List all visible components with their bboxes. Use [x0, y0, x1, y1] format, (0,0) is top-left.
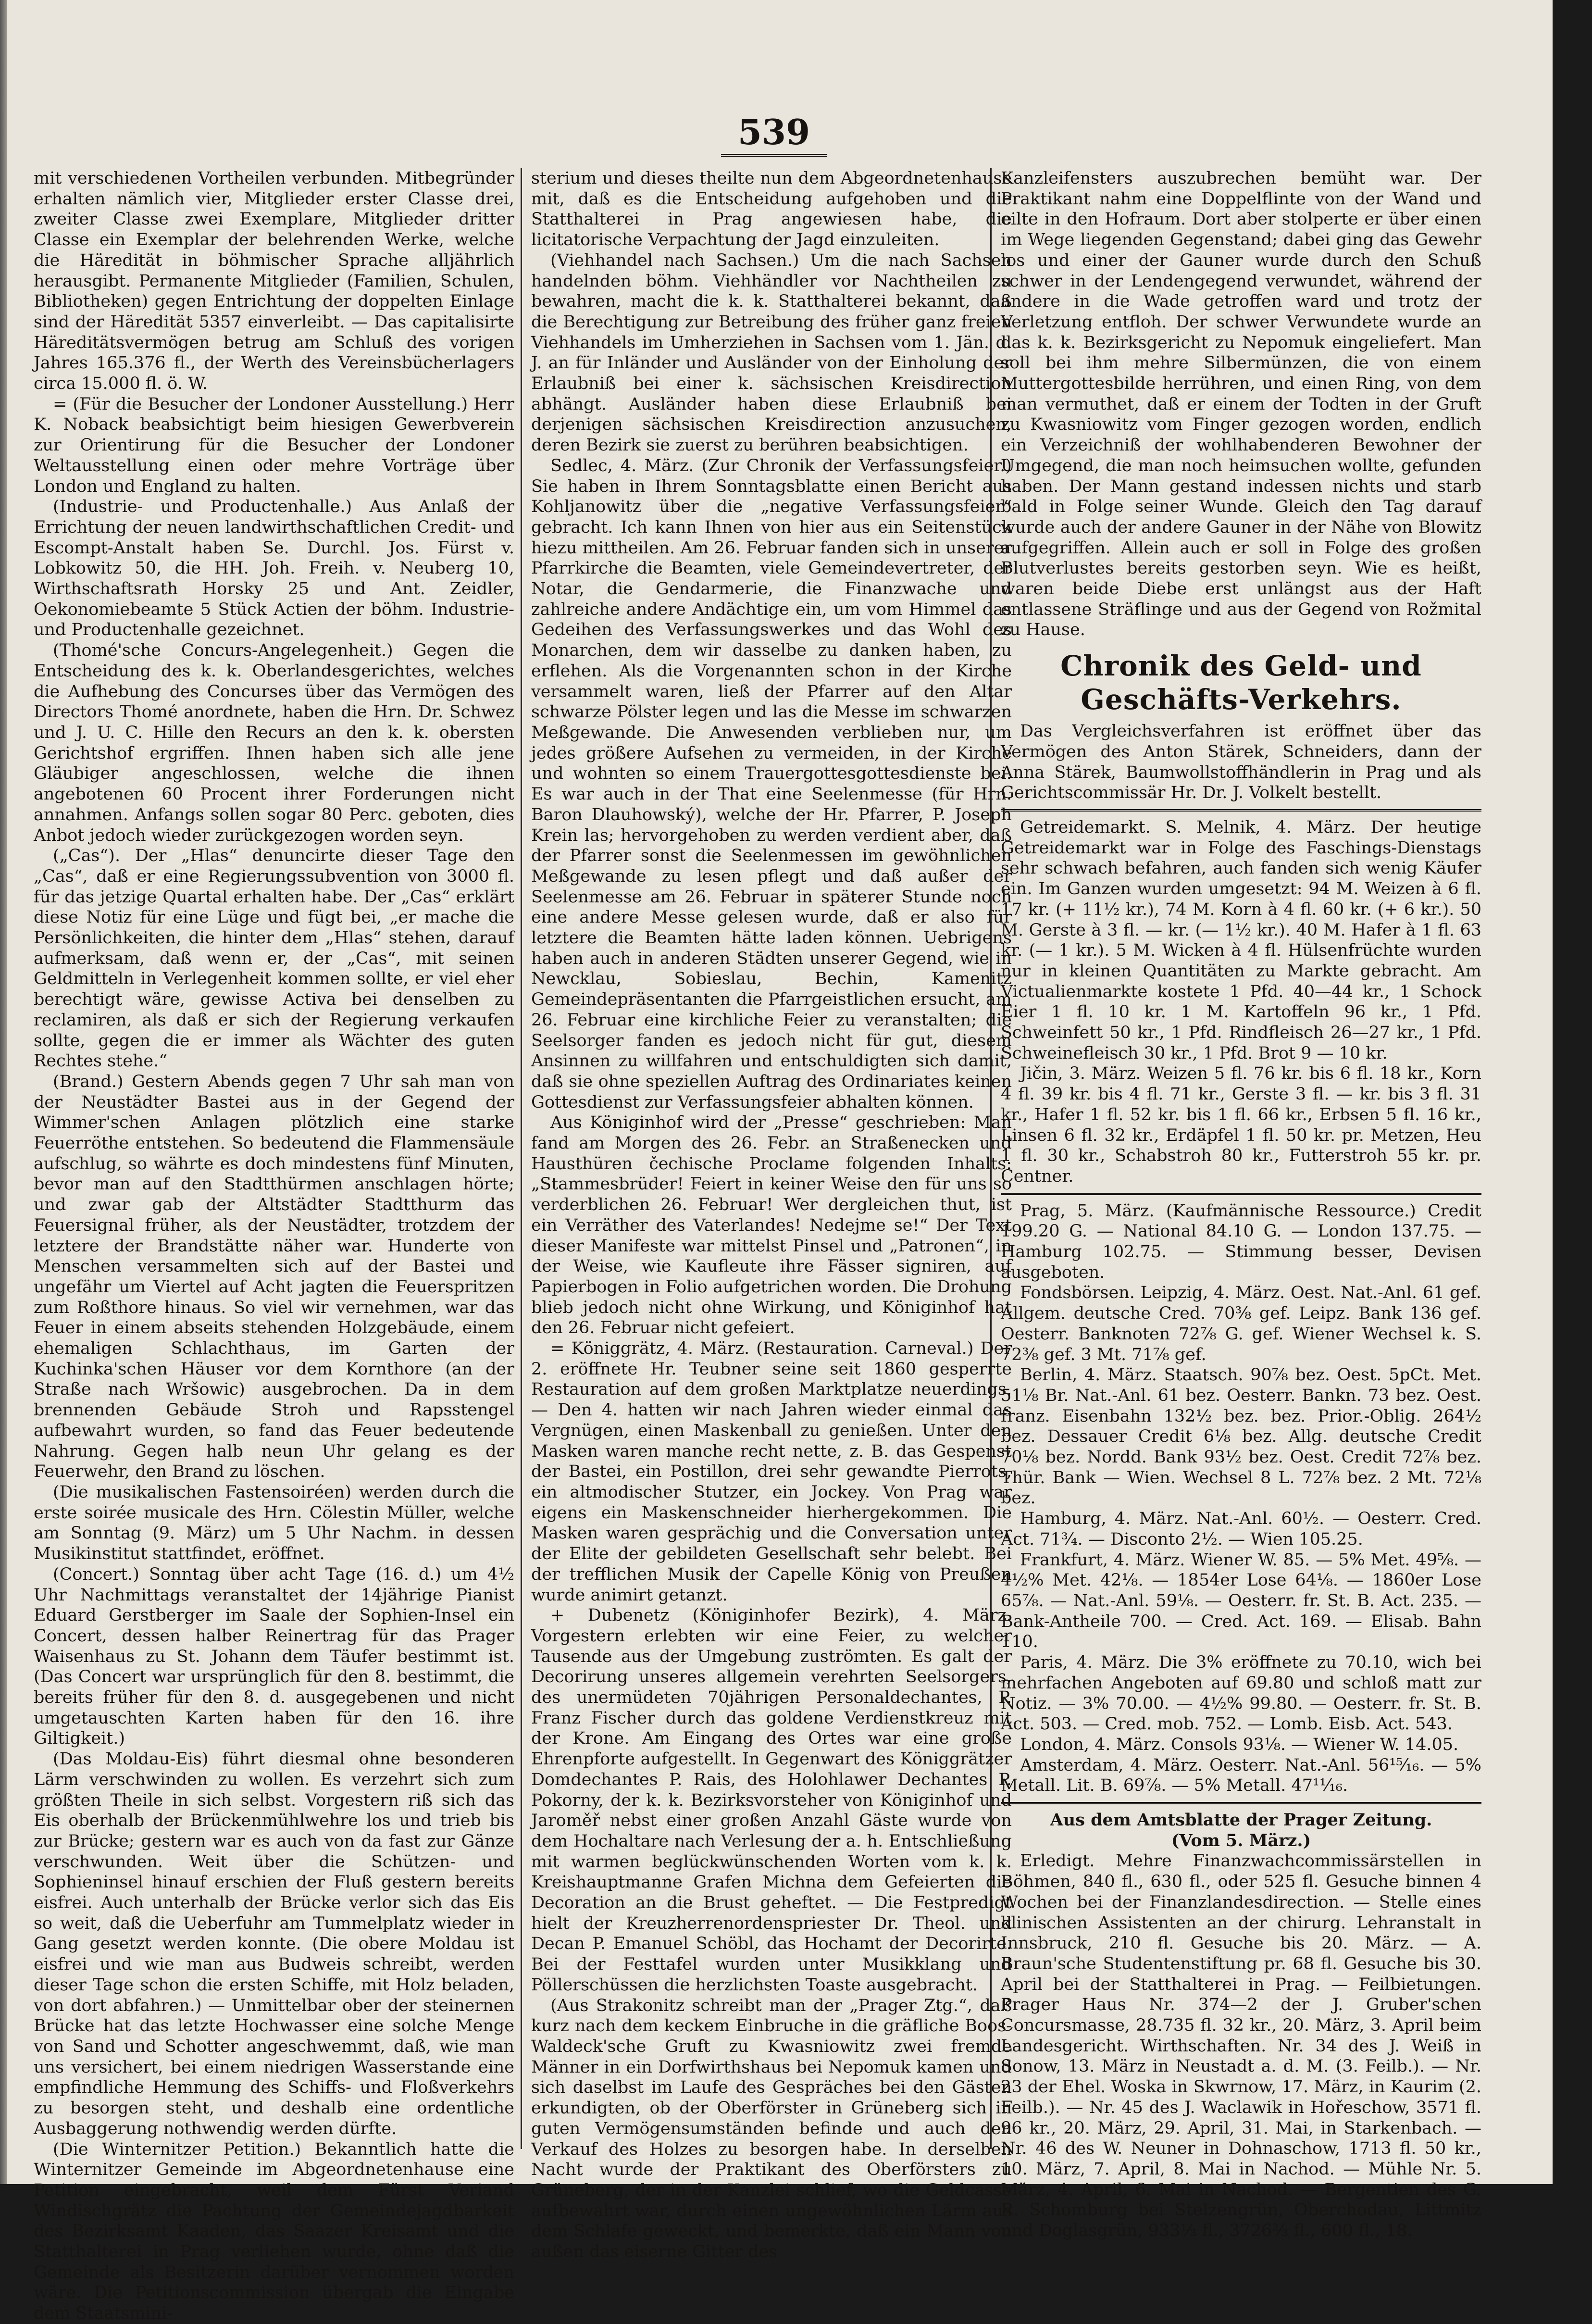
market-paragraph: Paris, 4. März. Die 3% eröffnete zu 70.10, wich bei mehrfachen Angeboten auf 69.80 und schloß matt zur Notiz. — 3% 70.00. — 4½% 99.80. — Oesterr. fr. St. B. Act. 503. — Cred. mob. 752. — Lomb. Eisb. Act. 543.	[1001, 1653, 1481, 1734]
market-paragraph: Jičin, 3. März. Weizen 5 fl. 76 kr. bis 6 fl. 18 kr., Korn 4 fl. 39 kr. bis 4 fl. 71 kr., Gerste 3 fl. — kr. bis 3 fl. 31 kr., Hafer 1 fl. 52 kr. bis 1 fl. 66 kr., Erbsen 5 fl. 16 kr., Linsen 6 fl. 32 kr., Erdäpfel 1 fl. 50 kr. pr. Metzen, Heu 1 fl. 30 kr., Schabstroh 80 kr., Futterstroh 55 kr. pr. Centner.	[1001, 1064, 1481, 1186]
article-paragraph: + Dubenetz (Königinhofer Bezirk), 4. März. Vorgestern erlebten wir eine Feier, zu welcher Tausende aus der Umgebung zuströmten. Es galt der Decorirung unseres allgemein verehrten Seelsorgers, des unermüdeten 70jährigen Personaldechantes, P. Franz Fischer durch das goldene Verdienstkreuz mit der Krone. Am Eingang des Ortes war eine große Ehrenpforte aufgestellt. In Gegenwart des Königgrätzer Domdechantes P. Rais, des Holohlawer Dechantes P. Pokorny, der k. k. Bezirksvorsteher von Königinhof und Jaroměř nebst einer großen Anzahl Gäste wurde von dem Hochaltare nach Verlesung der a. h. Entschließung mit warmen beglückwünschenden Worten vom k. k. Kreishauptmanne Grafen Michna dem Gefeierten die Decoration an die Brust geheftet. — Die Festpredigt hielt der Kreuzherrenordenspriester Dr. Theol. und Decan P. Emanuel Schöbl, das Hochamt der Decorirte. Bei der Festtafel wurden unter Musikklang und Pöllerschüssen die herzlichsten Toaste ausgebracht.	[531, 1606, 1012, 1995]
article-paragraph: (Die musikalischen Fastensoiréen) werden durch die erste soirée musicale des Hrn. Cölestin Müller, welche am Sonntag (9. März) um 5 Uhr Nachm. in dessen Musikinstitut stattfindet, eröffnet.	[34, 1483, 514, 1564]
article-paragraph: sterium und dieses theilte nun dem Abgeordnetenhause mit, daß es die Entscheidung aufgehoben und die Statthalterei in Prag angewiesen habe, die licitatorische Verpachtung der Jagd einzuleiten.	[531, 169, 1012, 250]
article-paragraph: Aus Königinhof wird der „Presse“ geschrieben: Man fand am Morgen des 26. Febr. an Straßenecken und Hausthüren čechische Proclame folgenden Inhalts: „Stammesbrüder! Feiert in keiner Weise den für uns so verderblichen 26. Februar! Wer dergleichen thut, ist ein Verräther des Vaterlandes! Nedejme se!“ Der Text dieser Manifeste war mittelst Pinsel und „Patronen“, in der Weise, wie Kaufleute ihre Fässer signiren, auf Papierbogen in Folio aufgetrichen worden. Die Drohung blieb jedoch nicht ohne Wirkung, und Königinhof hat den 26. Februar nicht gefeiert.	[531, 1113, 1012, 1338]
market-paragraph: Getreidemarkt. S. Melnik, 4. März. Der heutige Getreidemarkt war in Folge des Faschings-Dienstags sehr schwach befahren, auch fanden sich wenig Käufer ein. Im Ganzen wurden umgesetzt: 94 M. Weizen à 6 fl. 17 kr. (+ 11½ kr.), 74 M. Korn à 4 fl. 60 kr. (+ 6 kr.). 50 M. Gerste à 3 fl. — kr. (— 1½ kr.). 40 M. Hafer à 1 fl. 63 kr. (— 1 kr.). 5 M. Wicken à 4 fl. Hülsenfrüchte wurden nur in kleinen Quantitäten zu Markte gebracht. Am Victualienmarkte kostete 1 Pfd. 40—44 kr., 1 Schock Eier 1 fl. 10 kr. 1 M. Kartoffeln 96 kr., 1 Pfd. Schweinfett 50 kr., 1 Pfd. Rindfleisch 26—27 kr., 1 Pfd. Schweinefleisch 30 kr., 1 Pfd. Brot 9 — 10 kr.	[1001, 817, 1481, 1063]
column-1	[34, 168, 514, 2324]
article-paragraph: (Concert.) Sonntag über acht Tage (16. d.) um 4½ Uhr Nachmittags veranstaltet der 14jährige Pianist Eduard Gerstberger im Saale der Sophien-Insel ein Concert, dessen halber Reinertrag für das Prager Waisenhaus zu St. Johann dem Täufer bestimmt ist. (Das Concert war ursprünglich für den 8. bestimmt, die bereits früher für den 8. d. ausgegebenen und nicht umgetauschten Karten haben für den 16. ihre Giltigkeit.)	[34, 1564, 514, 1749]
market-paragraph: Fondsbörsen. Leipzig, 4. März. Oest. Nat.-Anl. 61 gef. Allgem. deutsche Cred. 70⅜ gef. Leipz. Bank 136 gef. Oesterr. Banknoten 72⅞ G. gef. Wiener Wechsel k. S. 72⅜ gef. 3 Mt. 71⅞ gef.	[1001, 1283, 1481, 1364]
market-paragraph: London, 4. März. Consols 93⅛. — Wiener W. 14.05.	[1020, 1735, 1459, 1754]
market-paragraph: Prag, 5. März. (Kaufmännische Ressource.) Credit 199.20 G. — National 84.10 G. — London 137.75. — Hamburg 102.75. — Stimmung besser, Devisen ausgeboten.	[1001, 1201, 1481, 1282]
market-paragraph: Das Vergleichsverfahren ist eröffnet über das Vermögen des Anton Stärek, Schneiders, dann der Anna Stärek, Baumwollstoffhändlerin in Prag und als Gerichtscommissär Hr. Dr. J. Volkelt bestellt.	[1001, 722, 1481, 803]
article-paragraph: (Industrie- und Productenhalle.) Aus Anlaß der Errichtung der neuen landwirthschaftlichen Credit- und Escompt-Anstalt haben Se. Durchl. Jos. Fürst v. Lobkowitz 50, die HH. Joh. Freih. v. Neuberg 10, Wirthschaftsrath Horsky 25 und Ant. Zeidler, Oekonomiebeamte 5 Stück Actien der böhm. Industrie- und Productenhalle gezeichnet.	[34, 497, 514, 640]
amtsblatt-text: Erledigt. Mehre Finanzwachcommissärstellen in Böhmen, 840 fl., 630 fl., oder 525 fl. Gesuche binnen 4 Wochen bei der Finanzlandesdirection. — Stelle eines klinischen Assistenten an der chirurg. Lehranstalt in Innsbruck, 210 fl. Gesuche bis 20. März. — A. Braun'sche Studentenstiftung pr. 68 fl. Gesuche bis 30. April bei der Statthalterei in Prag. — Feilbietungen. Prager Haus Nr. 374—2 der J. Gruber'schen Concursmasse, 28.735 fl. 32 kr., 20. März, 3. April beim Landesgericht. Wirthschaften. Nr. 34 des J. Weiß in Sonow, 13. März in Neustadt a. d. M. (3. Feilb.). — Nr. 23 der Ehel. Woska in Skwrnow, 17. März, in Kaurim (2. Feilb.). — Nr. 45 des J. Waclawik in Hořeschow, 3571 fl. 96 kr., 20. März, 29. April, 31. Mai, in Starkenbach. — Nr. 46 des W. Neuner in Dohnaschow, 1713 fl. 50 kr., 10. März, 7. April, 8. Mai in Nachod. — Mühle Nr. 5. März, 4. April, 6. Mai in Nachod. — Bergentien des G. R. Schomburg bei Stelzengrün, Oberchodau, Littmitz und Doglasgrün, 933⅓ fl., 3726⅔ fl., 600 fl., 18.	[1001, 1851, 1481, 2241]
section-divider	[1001, 809, 1481, 812]
page-binding-edge	[0, 0, 7, 2184]
column-2	[531, 168, 1012, 2262]
article-paragraph: Sedlec, 4. März. (Zur Chronik der Verfassungsfeier.) Sie haben in Ihrem Sonntagsblatte einen Bericht aus Kohljanowitz über die „negative Verfassungsfeier“ gebracht. Ich kann Ihnen von hier aus ein Seitenstück hiezu mittheilen. Am 26. Februar fanden sich in unserer Pfarrkirche die Beamten, viele Gemeindevertreter, der Notar, die Gendarmerie, die Finanzwache und zahlreiche andere Andächtige ein, um vom Himmel das Gedeihen des Verfassungswerkes und das Wohl des Monarchen, dem wir dasselbe zu danken haben, zu erflehen. Als die Vorgenannten schon in der Kirche versammelt waren, ließ der Pfarrer auf den Altar schwarze Pölster legen und las die Messe im schwarzen Meßgewande. Die Anwesenden verblieben nur, um jedes größere Aufsehen zu vermeiden, in der Kirche und wohnten so einem Trauergottesgottesdienste bei. Es war auch in der That eine Seelenmesse (für Hrn. Baron Dlauhowský), welche der Hr. Pfarrer, P. Joseph Krein las; hervorgehoben zu werden verdient aber, daß der Pfarrer sonst die Seelenmessen im gewöhnlichen Meßgewande zu lesen pflegt und daß außer der Seelenmesse am 26. Februar in späterer Stunde noch eine andere Messe gelesen wurde, daß er also für letztere die Beamten hätte laden können. Uebrigens haben auch in anderen Städten unserer Gegend, wie in Newcklau, Sobieslau, Bechin, Kamenitz Gemeindepräsentanten die Pfarrgeistlichen ersucht, am 26. Februar eine kirchliche Feier zu veranstalten; die Seelsorger fanden es jedoch nicht für gut, diesem Ansinnen zu willfahren und entschuldigten sich damit, daß sie ohne speziellen Auftrag des Ordinariates keinen Gottesdienst zur Verfassungsfeier abhalten können.	[531, 456, 1012, 1112]
article-paragraph: (Die Winternitzer Petition.) Bekanntlich hatte die Winternitzer Gemeinde im Abgeordnetenhause eine Petition eingebracht, weil dem Fürst Veriand Windischgrätz die Pachtung der Gemeindejagdbarkeit des Bezirksamt Kaaden, das Saazer Kreisamt und die Statthalterei in Prag verliehen wurde, ohne daß die Gemeinde als Besitzerin darüber vernommen worden wäre. Die Petitionscommission übergab die Eingabe dem Staatsmini-	[34, 2139, 514, 2324]
article-paragraph: = Königgrätz, 4. März. (Restauration. Carneval.) Der 2. eröffnete Hr. Teubner seine seit 1860 gesperrte Restauration auf dem großen Marktplatze neuerdings. — Den 4. hatten wir nach Jahren wieder einmal das Vergnügen, einen Maskenball zu genießen. Unter den Masken waren manche recht nette, z. B. das Gespenst der Bastei, ein Postillon, drei sehr gewandte Pierrots, ein altmodischer Stutzer, ein Jockey. Von Prag war eigens ein Maskenschneider hierhergekommen. Die Masken waren gesprächig und die Conversation unter der Elite der gebildeten Gesellschaft sehr belebt. Bei der trefflichen Musik der Capelle König von Preußen wurde animirt getanzt.	[531, 1339, 1012, 1605]
section-divider	[1001, 1193, 1481, 1195]
article-paragraph: (Viehhandel nach Sachsen.) Um die nach Sachsen handelnden böhm. Viehhändler vor Nachtheilen zu bewahren, macht die k. k. Statthalterei bekannt, daß die Berechtigung zur Betreibung des früher ganz freien Viehhandels im Umherziehen in Sachsen vom 1. Jän. d. J. an für Inländer und Ausländer von der Einholung der Erlaubniß bei einer k. sächsischen Kreisdirection abhängt. Ausländer haben diese Erlaubniß bei derjenigen sächsischen Kreisdirection anzusuchen, deren Bezirk sie zuerst zu berühren beabsichtigen.	[531, 250, 1012, 455]
page-number: 539	[721, 111, 827, 157]
article-paragraph: = (Für die Besucher der Londoner Ausstellung.) Herr K. Noback beabsichtigt beim hiesigen Gewerbverein zur Orientirung für die Besucher der Londoner Weltausstellung einen oder mehre Vorträge über London und England zu halten.	[34, 394, 514, 496]
section-heading-chronik: Chronik des Geld- und Geschäfts-Verkehrs.	[1060, 650, 1422, 716]
article-paragraph: (Brand.) Gestern Abends gegen 7 Uhr sah man von der Neustädter Bastei aus in der Gegend der Wimmer'schen Anlagen plötzlich eine starke Feuerröthe entstehen. So bedeutend die Flammensäule aufschlug, so währte es doch mindestens fünf Minuten, bevor man auf den Stadtthürmen anschlagen hörte; und zwar gab der Altstädter Stadtthurm das Feuersignal früher, als der Neustädter, trotzdem der letztere der Brandstätte näher war. Hunderte von Menschen versammelten sich auf der Bastei und ungefähr um Viertel auf Acht jagten die Feuerspritzen zum Roßthore hinaus. So viel wir vernehmen, war das Feuer in einem abseits stehenden Holzgebäude, einem ehemaligen Schlachthaus, im Garten der Kuchinka'schen Häuser vor dem Kornthore (an der Straße nach Wršowic) ausgebrochen. Da in dem brennenden Gebäude Stroh und Rapsstengel aufbewahrt wurden, so fand das Feuer bedeutende Nahrung. Gegen halb neun Uhr gelang es der Feuerwehr, den Brand zu löschen.	[34, 1072, 514, 1482]
market-paragraph: Amsterdam, 4. März. Oesterr. Nat.-Anl. 56¹⁵⁄₁₆. — 5% Metall. Lit. B. 69⅞. — 5% Metall. 47¹¹⁄₁₆.	[1001, 1755, 1481, 1796]
column-divider	[521, 168, 522, 2149]
article-paragraph: („Cas“). Der „Hlas“ denuncirte dieser Tage den „Cas“, daß er eine Regierungssubvention von 3000 fl. für das jetzige Quartal erhalten habe. Der „Cas“ erklärt diese Notiz für eine Lüge und fügt bei, „er mache die Persönlichkeiten, die hinter dem „Hlas“ stehen, darauf aufmerksam, daß wenn er, der „Cas“, mit seinen Geldmitteln in Verlegenheit kommen sollte, er viel eher berechtigt wäre, gewisse Activa bei denselben zu reclamiren, als daß er sich der Regierung verkaufen sollte, gegen die er immer als Wächter des guten Rechtes stehe.“	[34, 846, 514, 1071]
amtsblatt-heading: Aus dem Amtsblatte der Prager Zeitung.	[1050, 1810, 1432, 1830]
article-paragraph: (Thomé'sche Concurs-Angelegenheit.) Gegen die Entscheidung des k. k. Oberlandesgerichtes, welches die Aufhebung des Concurses über das Vermögen des Directors Thomé anordnete, haben die Hrn. Dr. Schwez und J. U. C. Hille den Recurs an den k. k. obersten Gerichtshof ergriffen. Ihnen haben sich alle jene Gläubiger angeschlossen, welche die ihnen angebotenen 60 Procent ihrer Forderungen nicht annahmen. Anfangs sollen sogar 80 Perc. geboten, dies Anbot jedoch wieder zurückgezogen worden seyn.	[34, 641, 514, 845]
market-paragraph: Berlin, 4. März. Staatsch. 90⅞ bez. Oest. 5pCt. Met. 51⅛ Br. Nat.-Anl. 61 bez. Oesterr. Bankn. 73 bez. Oest. franz. Eisenbahn 132½ bez. bez. Prior.-Oblig. 264½ bez. Dessauer Credit 6⅛ bez. Allg. deutsche Credit 70⅛ bez. Nordd. Bank 93½ bez. Oest. Credit 72⅞ bez. Thür. Bank — Wien. Wechsel 8 L. 72⅞ bez. 2 Mt. 72⅛ bez.	[1001, 1365, 1481, 1508]
market-paragraph: Hamburg, 4. März. Nat.-Anl. 60½. — Oesterr. Cred. Act. 71¾. — Disconto 2½. — Wien 105.25.	[1001, 1509, 1481, 1549]
article-paragraph: mit verschiedenen Vortheilen verbunden. Mitbegründer erhalten nämlich vier, Mitglieder erster Classe drei, zweiter Classe zwei Exemplare, Mitglieder dritter Classe ein Exemplar der belehrenden Werke, welche die Häredität in böhmischer Sprache alljährlich herausgibt. Permanente Mitglieder (Familien, Schulen, Bibliotheken) gegen Entrichtung der doppelten Einlage sind der Häredität 5357 einverleibt. — Das capitalisirte Häreditätsvermögen betrug am Schluß des vorigen Jahres 165.376 fl., der Werth des Vereinsbücherlagers circa 15.000 fl. ö. W.	[34, 169, 514, 394]
section-divider	[1001, 1802, 1481, 1804]
amtsblatt-date: (Vom 5. März.)	[1171, 1830, 1311, 1850]
article-paragraph: (Aus Strakonitz schreibt man der „Prager Ztg.“, daß kurz nach dem keckem Einbruche in die gräfliche Boos-Waldeck'sche Gruft zu Kwasniowitz zwei fremde Männer in ein Dorfwirthshaus bei Nepomuk kamen und sich daselbst im Laufe des Gespräches bei den Gästen erkundigten, ob der Oberförster in Grüneberg sich in guten Vermögensumständen befinde und auch den Verkauf des Holzes zu besorgen habe. In derselben Nacht wurde der Praktikant des Oberförsters zu Grüneberg, der in der Kanzlei schlief, wo die Geldcasse aufbewahrt war, durch einen ungewöhnlichen Lärm aus dem Schlafe geweckt, und bemerkte, daß ein Mann von außen das eiserne Gitter des	[531, 1996, 1012, 2262]
article-paragraph: (Das Moldau-Eis) führt diesmal ohne besonderen Lärm verschwinden zu wollen. Es verzehrt sich zum größten Theile in sich selbst. Vorgestern riß sich das Eis oberhalb der Brückenmühlwehre los und trieb bis zur Brücke; gestern war es auch von da fast zur Gänze verschwunden. Weit über die Schützen- und Sophieninsel hinauf erschien der Fluß gestern bereits eisfrei. Auch unterhalb der Brücke verlor sich das Eis so weit, daß die Ueberfuhr am Tummelplatz wieder in Gang gesetzt werden konnte. (Die obere Moldau ist eisfrei und wie man aus Budweis schreibt, werden dieser Tage schon die ersten Schiffe, mit Holz beladen, von dort abfahren.) — Unmittelbar ober der steinernen Brücke hat das letzte Hochwasser eine solche Menge von Sand und Schotter angeschwemmt, daß, wie man uns versichert, bei einem niedrigen Wasserstande eine empfindliche Hemmung des Schiffs- und Floßverkehrs zu besorgen steht, und deshalb eine ordentliche Ausbaggerung nothwendig werden dürfte.	[34, 1749, 514, 2138]
market-paragraph: Frankfurt, 4. März. Wiener W. 85. — 5% Met. 49⅝. — 4½% Met. 42⅛. — 1854er Lose 64⅛. — 1860er Lose 65⅞. — Nat.-Anl. 59⅛. — Oesterr. fr. St. B. Act. 235. — Bank-Antheile 700. — Cred. Act. 169. — Elisab. Bahn 110.	[1001, 1550, 1481, 1652]
column-3	[1001, 168, 1481, 2241]
article-paragraph: Kanzleifensters auszubrechen bemüht war. Der Praktikant nahm eine Doppelflinte von der Wand und eilte in den Hofraum. Dort aber stolperte er über einen im Wege liegenden Gegenstand; dabei ging das Gewehr los und einer der Gauner wurde durch den Schuß schwer in der Lendengegend verwundet, während der andere in die Wade getroffen ward und trotz der Verletzung entfloh. Der schwer Verwundete wurde an das k. k. Bezirksgericht zu Nepomuk eingeliefert. Man soll bei ihm mehre Silbermünzen, die von einem Muttergottesbilde herrühren, und einen Ring, von dem man vermuthet, daß er einem der Todten in der Gruft zu Kwasniowitz vom Finger gezogen worden, endlich ein Verzeichniß der wohlhabenderen Bewohner der Umgegend, die man noch heimsuchen wollte, gefunden haben. Der Mann gestand indessen nichts und starb bald in Folge seiner Wunde. Gleich den Tag darauf wurde auch der andere Gauner in der Nähe von Blowitz aufgegriffen. Allein auch er soll in Folge des großen Blutverlustes bereits gestorben seyn. Wie es heißt, waren beide Diebe erst unlängst aus der Haft entlassene Sträflinge und aus der Gegend von Rožmital zu Hause.	[1001, 169, 1481, 640]
